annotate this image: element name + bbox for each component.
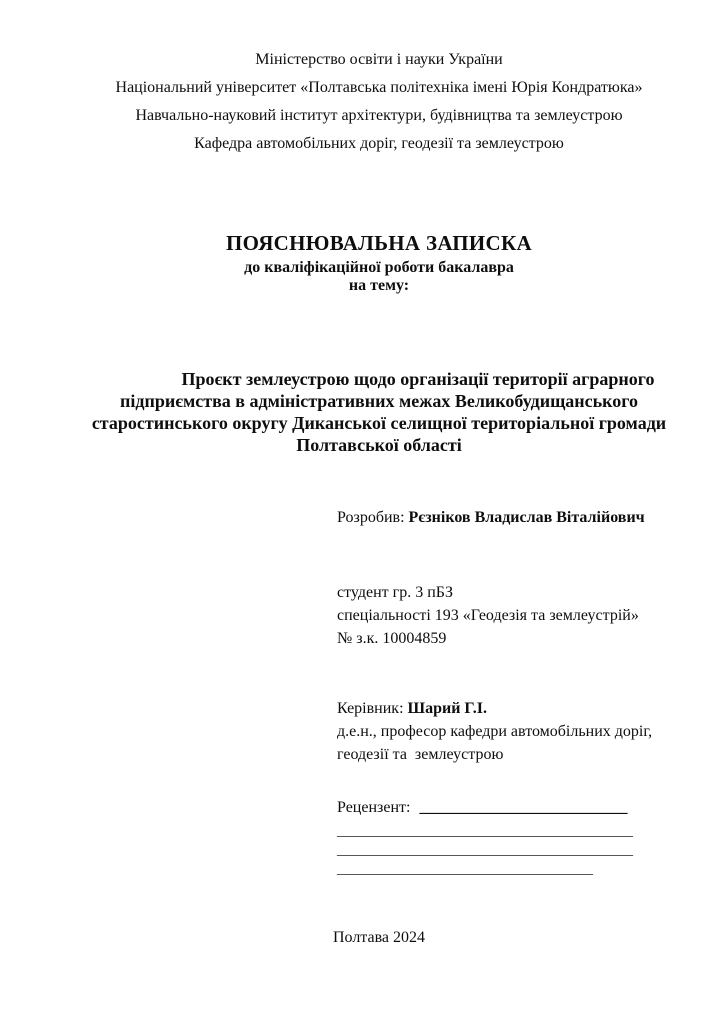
- topic-line: Полтавської області: [296, 435, 462, 455]
- blank-line: ________________________________: [337, 860, 593, 877]
- student-record-number-line: № з.к. 10004859: [337, 630, 447, 647]
- supervisor-degree-line: д.е.н., професор кафедри автомобільних доріг,: [337, 723, 653, 740]
- topic-line: підприємства в адміністративних межах Великобудищанського: [119, 391, 639, 411]
- reviewer-signature-line: __________________________: [419, 799, 628, 816]
- student-info-section: [337, 581, 717, 650]
- supervisor-line: [337, 697, 717, 720]
- developer-section: [337, 506, 717, 529]
- department-line: Кафедра автомобільних доріг, геодезії та землеустрою: [194, 135, 564, 152]
- supervisor-department-line: геодезії та землеустрою: [337, 746, 504, 763]
- university-line: Національний університет «Полтавська політехніка імені Юрія Кондратюка»: [115, 79, 643, 96]
- document-title: [34, 230, 724, 295]
- topic-intro: на тему:: [348, 277, 410, 294]
- developer-line: [337, 506, 717, 529]
- student-specialty-line: спеціальності 193 «Геодезія та землеустрій»: [337, 607, 639, 624]
- reviewer-line: [337, 796, 717, 819]
- reviewer-section: [337, 796, 717, 819]
- topic-line: Проєкт землеустрою щодо організації території аграрного: [181, 369, 655, 389]
- blank-line: _____________________________________: [337, 822, 633, 839]
- footer: [34, 928, 724, 948]
- blank-signature-lines: [337, 821, 717, 878]
- city-year: Полтава 2024: [332, 929, 426, 946]
- topic-line: старостинського округу Диканської селищної територіальної громади: [91, 413, 667, 433]
- supervisor-section: [337, 697, 717, 766]
- institute-line: Навчально-науковий інститут архітектури, будівництва та землеустрою: [135, 107, 623, 124]
- supervisor-name: Шарий Г.І.: [407, 700, 488, 717]
- student-group-line: студент гр. 3 пБЗ: [337, 584, 453, 601]
- university-header: [34, 46, 724, 158]
- developer-name: Рєзніков Владислав Віталійович: [408, 509, 645, 526]
- ministry-line: Міністерство освіти і науки України: [255, 51, 503, 68]
- supervisor-label: Керівник:: [337, 700, 408, 717]
- blank-line: _____________________________________: [337, 841, 633, 858]
- title-subtitle: до кваліфікаційної роботи бакалавра: [244, 259, 514, 276]
- main-title: ПОЯСНЮВАЛЬНА ЗАПИСКА: [225, 231, 533, 255]
- developer-label: Розробив:: [337, 509, 409, 526]
- reviewer-label: Рецензент:: [337, 799, 415, 816]
- work-topic: [34, 368, 724, 456]
